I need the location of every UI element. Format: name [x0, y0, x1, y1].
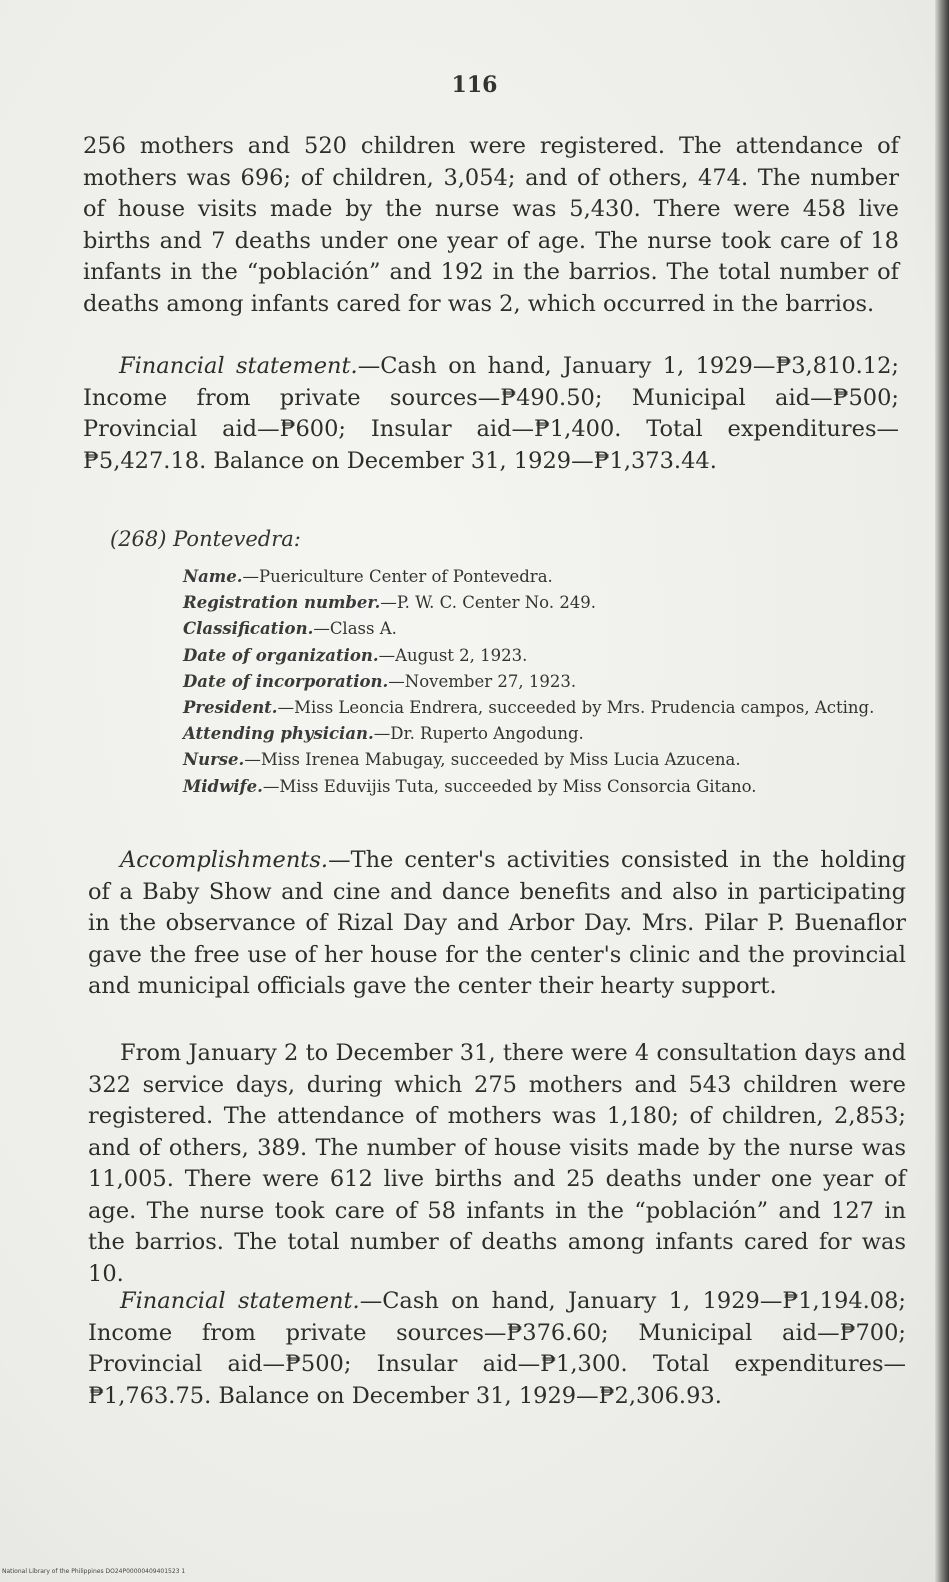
detail-label: Date of organization.	[183, 645, 379, 665]
detail-text: —Class A.	[313, 619, 397, 639]
detail-name	[183, 564, 909, 590]
page-number: 116	[451, 72, 498, 98]
detail-nurse	[183, 747, 909, 773]
financial-statement-2	[88, 1286, 906, 1412]
section-heading	[110, 527, 301, 551]
detail-label: Date of incorporation.	[183, 671, 389, 691]
detail-text: —August 2, 1923.	[378, 645, 528, 665]
detail-label: Registration number.	[183, 593, 381, 613]
detail-text: —P. W. C. Center No. 249.	[380, 593, 597, 613]
financial-statement-label: Financial statement.	[119, 353, 358, 379]
detail-label: Name.	[183, 567, 243, 586]
detail-attending-physician	[183, 721, 909, 747]
detail-text: —Puericulture Center of Pontevedra.	[242, 567, 553, 586]
accomplishments-text: —The center's activities consisted in the holding of a Baby Show and cine and dance benefits and also in participating in the observance of Rizal Day and Arbor Day. Mrs. Pilar P. Buenaflor gave the free use of her house for the center's clinic and the provincial and municipal officials gave the center their hearty support.	[88, 847, 906, 999]
financial-statement-1	[83, 351, 899, 477]
detail-label: Attending physician.	[183, 724, 374, 744]
detail-text: —November 27, 1923.	[388, 671, 577, 691]
detail-label: Classification.	[183, 619, 314, 639]
detail-registration-number	[183, 590, 909, 616]
detail-date-of-organization	[183, 643, 909, 669]
section-name: Pontevedra:	[173, 527, 301, 551]
financial-statement-text: —Cash on hand, January 1, 1929—₱1,194.08; Income from private sources—₱376.60; Municipal aid—₱700; Provincial aid—₱500; Insular aid—₱1,300. Total expenditures—₱1,763.75. Balance on December 31, 1929—₱2,306.93.	[88, 1288, 906, 1409]
detail-president	[183, 695, 909, 721]
paragraph-consultation-summary: From January 2 to December 31, there were 4 consultation days and 322 service days, during which 275 mothers and 543 children were registered. The attendance of mothers was 1,180; of children, 2,853; and of others, 389. The number of house visits made by the nurse was 11,005. There were 612 live births and 25 deaths under one year of age. The nurse took care of 58 infants in the “población” and 127 in the barrios. The total number of deaths among infants cared for was 10.	[88, 1040, 906, 1287]
financial-statement-label: Financial statement.	[120, 1288, 360, 1314]
accomplishments-paragraph	[88, 845, 906, 1003]
detail-text: —Miss Irenea Mabugay, succeeded by Miss Lucia Azucena.	[244, 750, 741, 770]
financial-statement-text: —Cash on hand, January 1, 1929—₱3,810.12; Income from private sources—₱490.50; Municipal aid—₱500; Provincial aid—₱600; Insular aid—₱1,400. Total expenditures—₱5,427.18. Balance on December 31, 1929—₱1,373.44.	[83, 353, 899, 474]
detail-text: —Dr. Ruperto Angodung.	[373, 724, 584, 744]
detail-midwife	[183, 774, 909, 800]
detail-classification	[183, 616, 909, 642]
detail-date-of-incorporation	[183, 669, 909, 695]
detail-label: Midwife.	[183, 776, 263, 796]
detail-label: Nurse.	[183, 750, 245, 770]
library-footer: National Library of the Philippines DO24P00000409401523 1	[2, 1568, 186, 1575]
detail-text: —Miss Eduvijis Tuta, succeeded by Miss Consorcia Gitano.	[262, 776, 757, 796]
center-details-list	[183, 564, 909, 800]
book-spine-shadow	[935, 0, 949, 1582]
section-number: (268)	[110, 527, 167, 551]
detail-text: —Miss Leoncia Endrera, succeeded by Mrs. Prudencia campos, Acting.	[277, 698, 875, 718]
paragraph-registration-summary: 256 mothers and 520 children were registered. The attendance of mothers was 696; of children, 3,054; and of others, 474. The number of house visits made by the nurse was 5,430. There were 458 live births and 7 deaths under one year of age. The nurse took care of 18 infants in the “población” and 192 in the barrios. The total number of deaths among infants cared for was 2, which occurred in the barrios.	[83, 133, 899, 317]
detail-label: President.	[183, 698, 278, 718]
accomplishments-label: Accomplishments.	[120, 847, 329, 873]
